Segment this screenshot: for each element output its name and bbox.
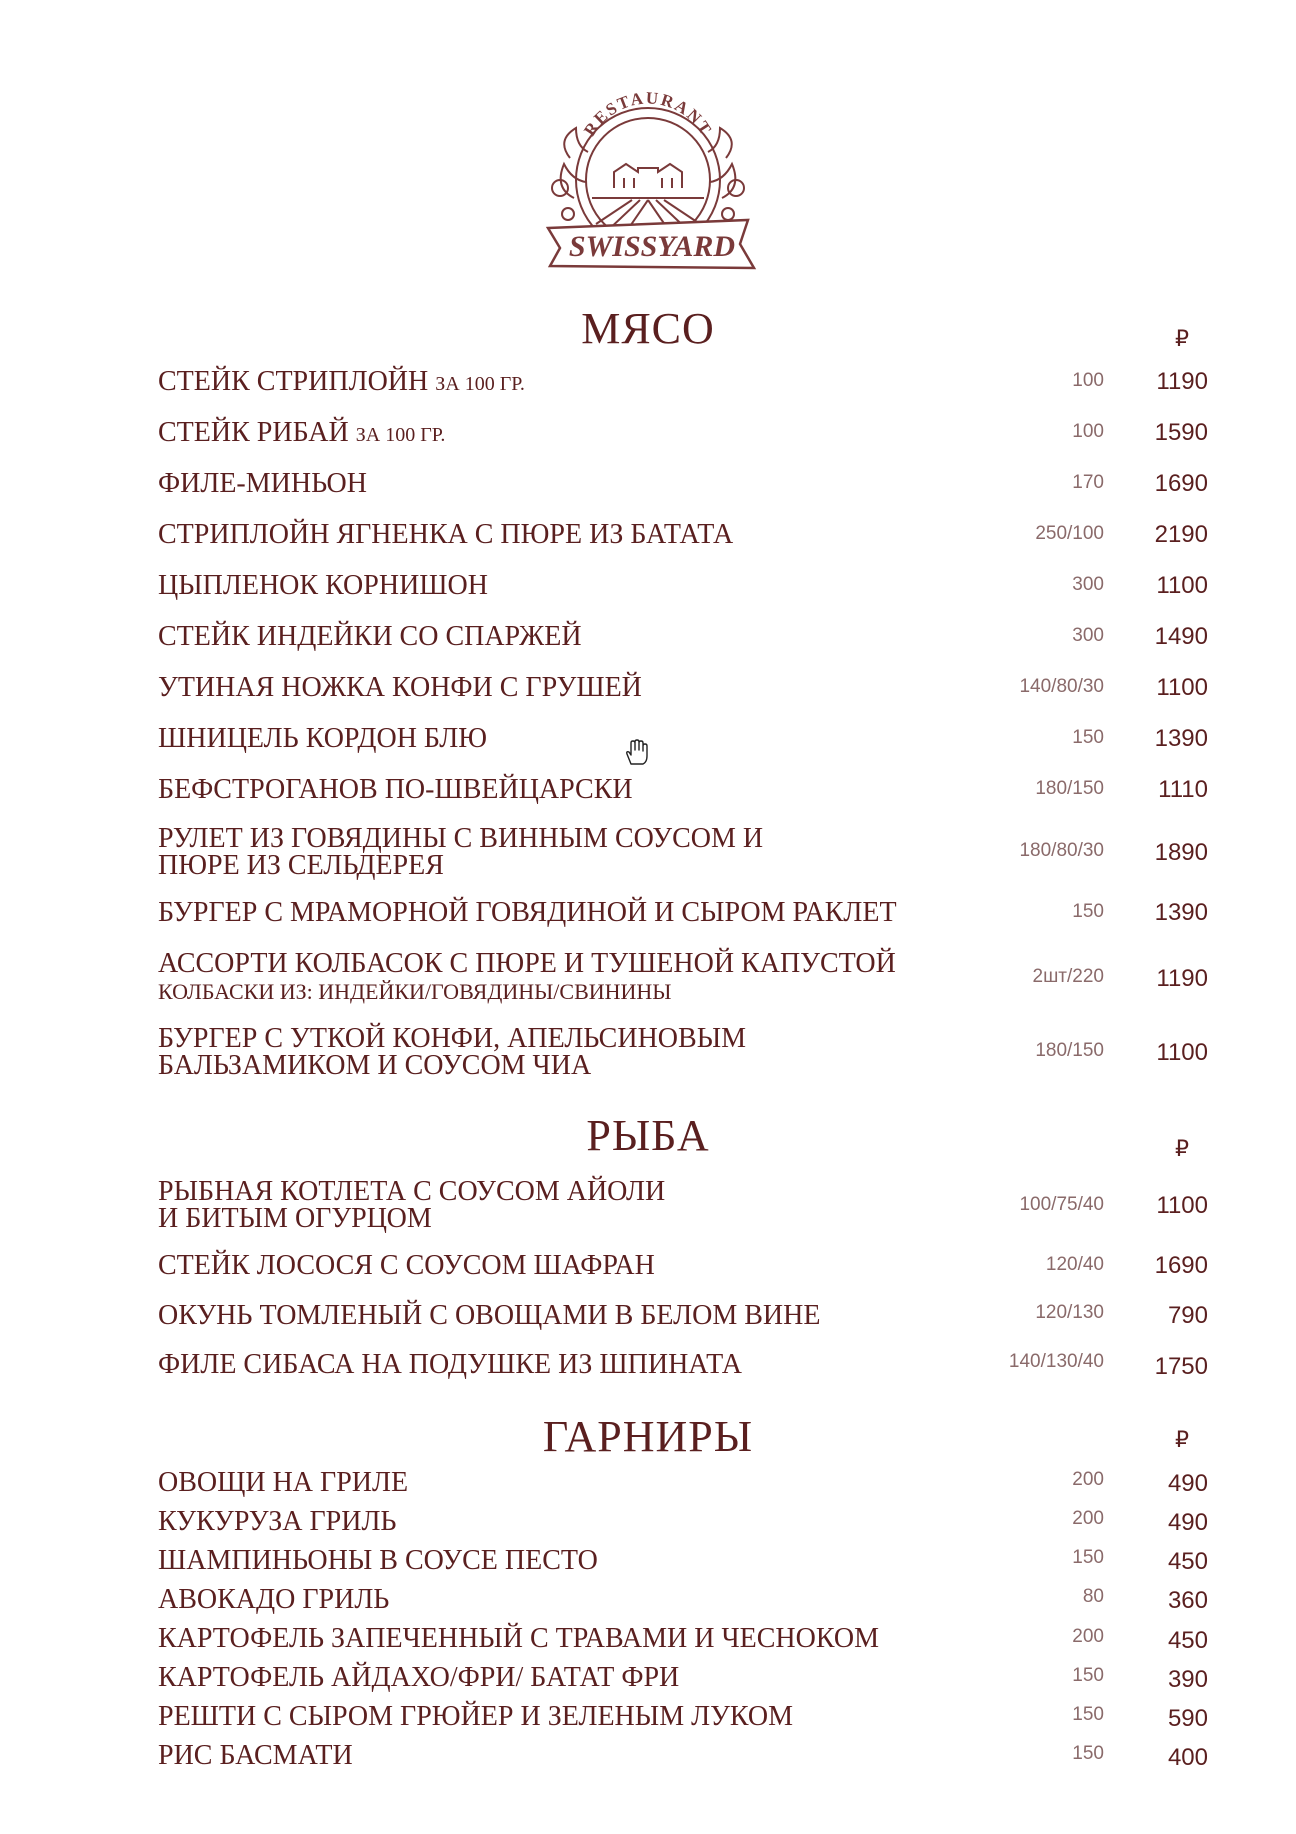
item-price: 1100 [1156,1039,1208,1066]
hand-cursor-icon [623,738,649,766]
item-name: СТЕЙК РИБАЙ ЗА 100 ГР. [158,417,446,448]
item-price: 490 [1167,1509,1208,1536]
item-name: БУРГЕР С УТКОЙ КОНФИ, АПЕЛЬСИНОВЫМ БАЛЬЗАМИКОМ И СОУСОМ ЧИА [158,1023,747,1081]
item-weight: 300 [1072,574,1104,595]
item-name: СТЕЙК СТРИПЛОЙН ЗА 100 ГР. [158,366,525,397]
item-price: 400 [1167,1744,1208,1771]
item-name: СТЕЙК ИНДЕЙКИ СО СПАРЖЕЙ [158,621,582,652]
item-price: 390 [1167,1666,1208,1693]
item-price: 490 [1167,1470,1208,1497]
item-weight: 150 [1072,1704,1104,1725]
item-name: ФИЛЕ СИБАСА НА ПОДУШКЕ ИЗ ШПИНАТА [158,1349,742,1380]
item-price: 1750 [1154,1353,1208,1380]
item-name: АВОКАДО ГРИЛЬ [158,1584,390,1615]
item-price: 450 [1167,1548,1208,1575]
item-price: 1190 [1156,965,1208,992]
item-price: 1100 [1156,1192,1208,1219]
item-price: 1490 [1154,623,1208,650]
item-price: 1390 [1154,725,1208,752]
item-name: КАРТОФЕЛЬ АЙДАХО/ФРИ/ БАТАТ ФРИ [158,1662,680,1693]
item-price: 1690 [1154,470,1208,497]
item-price: 450 [1167,1627,1208,1654]
item-weight: 140/80/30 [1019,676,1104,697]
item-weight: 100 [1072,421,1104,442]
item-weight: 180/150 [1035,1040,1104,1061]
item-weight: 120/130 [1035,1302,1104,1323]
item-price: 1590 [1154,419,1208,446]
item-weight: 2шт/220 [1032,966,1104,987]
section-title: ГАРНИРЫ [542,1412,754,1461]
item-weight: 200 [1072,1469,1104,1490]
item-weight: 200 [1072,1508,1104,1529]
item-price: 2190 [1154,521,1208,548]
item-weight: 120/40 [1045,1254,1104,1275]
currency-icon: ₽ [1175,327,1189,352]
item-weight: 150 [1072,1665,1104,1686]
item-price: 1690 [1154,1252,1208,1279]
section-title: РЫБА [586,1111,710,1160]
item-name: РИС БАСМАТИ [158,1740,353,1771]
item-name: БЕФСТРОГАНОВ ПО-ШВЕЙЦАРСКИ [158,774,633,805]
item-weight: 300 [1072,625,1104,646]
item-price: 1390 [1154,899,1208,926]
item-price: 360 [1167,1587,1208,1614]
section-title: МЯСО [581,304,715,353]
item-name: БУРГЕР С МРАМОРНОЙ ГОВЯДИНОЙ И СЫРОМ РАКЛЕТ [158,897,897,928]
item-weight: 100 [1072,370,1104,391]
item-name: УТИНАЯ НОЖКА КОНФИ С ГРУШЕЙ [158,672,642,703]
item-name: ШНИЦЕЛЬ КОРДОН БЛЮ [158,723,488,754]
item-weight: 150 [1072,901,1104,922]
item-name: СТРИПЛОЙН ЯГНЕНКА С ПЮРЕ ИЗ БАТАТА [158,519,734,550]
item-name: КУКУРУЗА ГРИЛЬ [158,1506,397,1537]
currency-icon: ₽ [1175,1428,1189,1453]
item-weight: 250/100 [1035,523,1104,544]
item-name: ШАМПИНЬОНЫ В СОУСЕ ПЕСТО [158,1545,598,1576]
item-weight: 140/130/40 [1008,1351,1104,1372]
item-name: РУЛЕТ ИЗ ГОВЯДИНЫ С ВИННЫМ СОУСОМ И ПЮРЕ ИЗ СЕЛЬДЕРЕЯ [158,823,764,881]
item-name: РЫБНАЯ КОТЛЕТА С СОУСОМ АЙОЛИ И БИТЫМ ОГУРЦОМ [158,1176,666,1234]
item-weight: 80 [1082,1586,1104,1607]
currency-icon: ₽ [1175,1137,1189,1162]
item-name: КАРТОФЕЛЬ ЗАПЕЧЕННЫЙ С ТРАВАМИ И ЧЕСНОКОМ [158,1623,879,1654]
item-name: ОВОЩИ НА ГРИЛЕ [158,1467,409,1498]
item-name: ФИЛЕ-МИНЬОН [158,468,367,499]
item-weight: 100/75/40 [1019,1194,1104,1215]
item-name: РЕШТИ С СЫРОМ ГРЮЙЕР И ЗЕЛЕНЫМ ЛУКОМ [158,1701,794,1732]
item-weight: 150 [1072,1743,1104,1764]
item-price: 1890 [1154,839,1208,866]
svg-text:RESTAURANT: RESTAURANT [579,88,717,140]
item-weight: 200 [1072,1626,1104,1647]
item-price: 1190 [1156,368,1208,395]
item-name: СТЕЙК ЛОСОСЯ С СОУСОМ ШАФРАН [158,1250,655,1281]
item-weight: 180/150 [1035,778,1104,799]
item-price: 1110 [1158,776,1208,803]
item-price: 790 [1167,1302,1208,1329]
item-name: АССОРТИ КОЛБАСОК С ПЮРЕ И ТУШЕНОЙ КАПУСТОЙ КОЛБАСКИ ИЗ: ИНДЕЙКИ/ГОВЯДИНЫ/СВИНИНЫ [158,948,896,1004]
item-weight: 180/80/30 [1019,840,1104,861]
item-name: ОКУНЬ ТОМЛЕНЫЙ С ОВОЩАМИ В БЕЛОМ ВИНЕ [158,1300,821,1331]
brand-name: SWISSYARD [568,230,736,263]
item-price: 590 [1167,1705,1208,1732]
item-weight: 170 [1072,472,1104,493]
item-price: 1100 [1156,572,1208,599]
restaurant-logo [530,88,766,288]
item-weight: 150 [1072,1547,1104,1568]
item-price: 1100 [1156,674,1208,701]
item-name: ЦЫПЛЕНОК КОРНИШОН [158,570,488,601]
item-weight: 150 [1072,727,1104,748]
